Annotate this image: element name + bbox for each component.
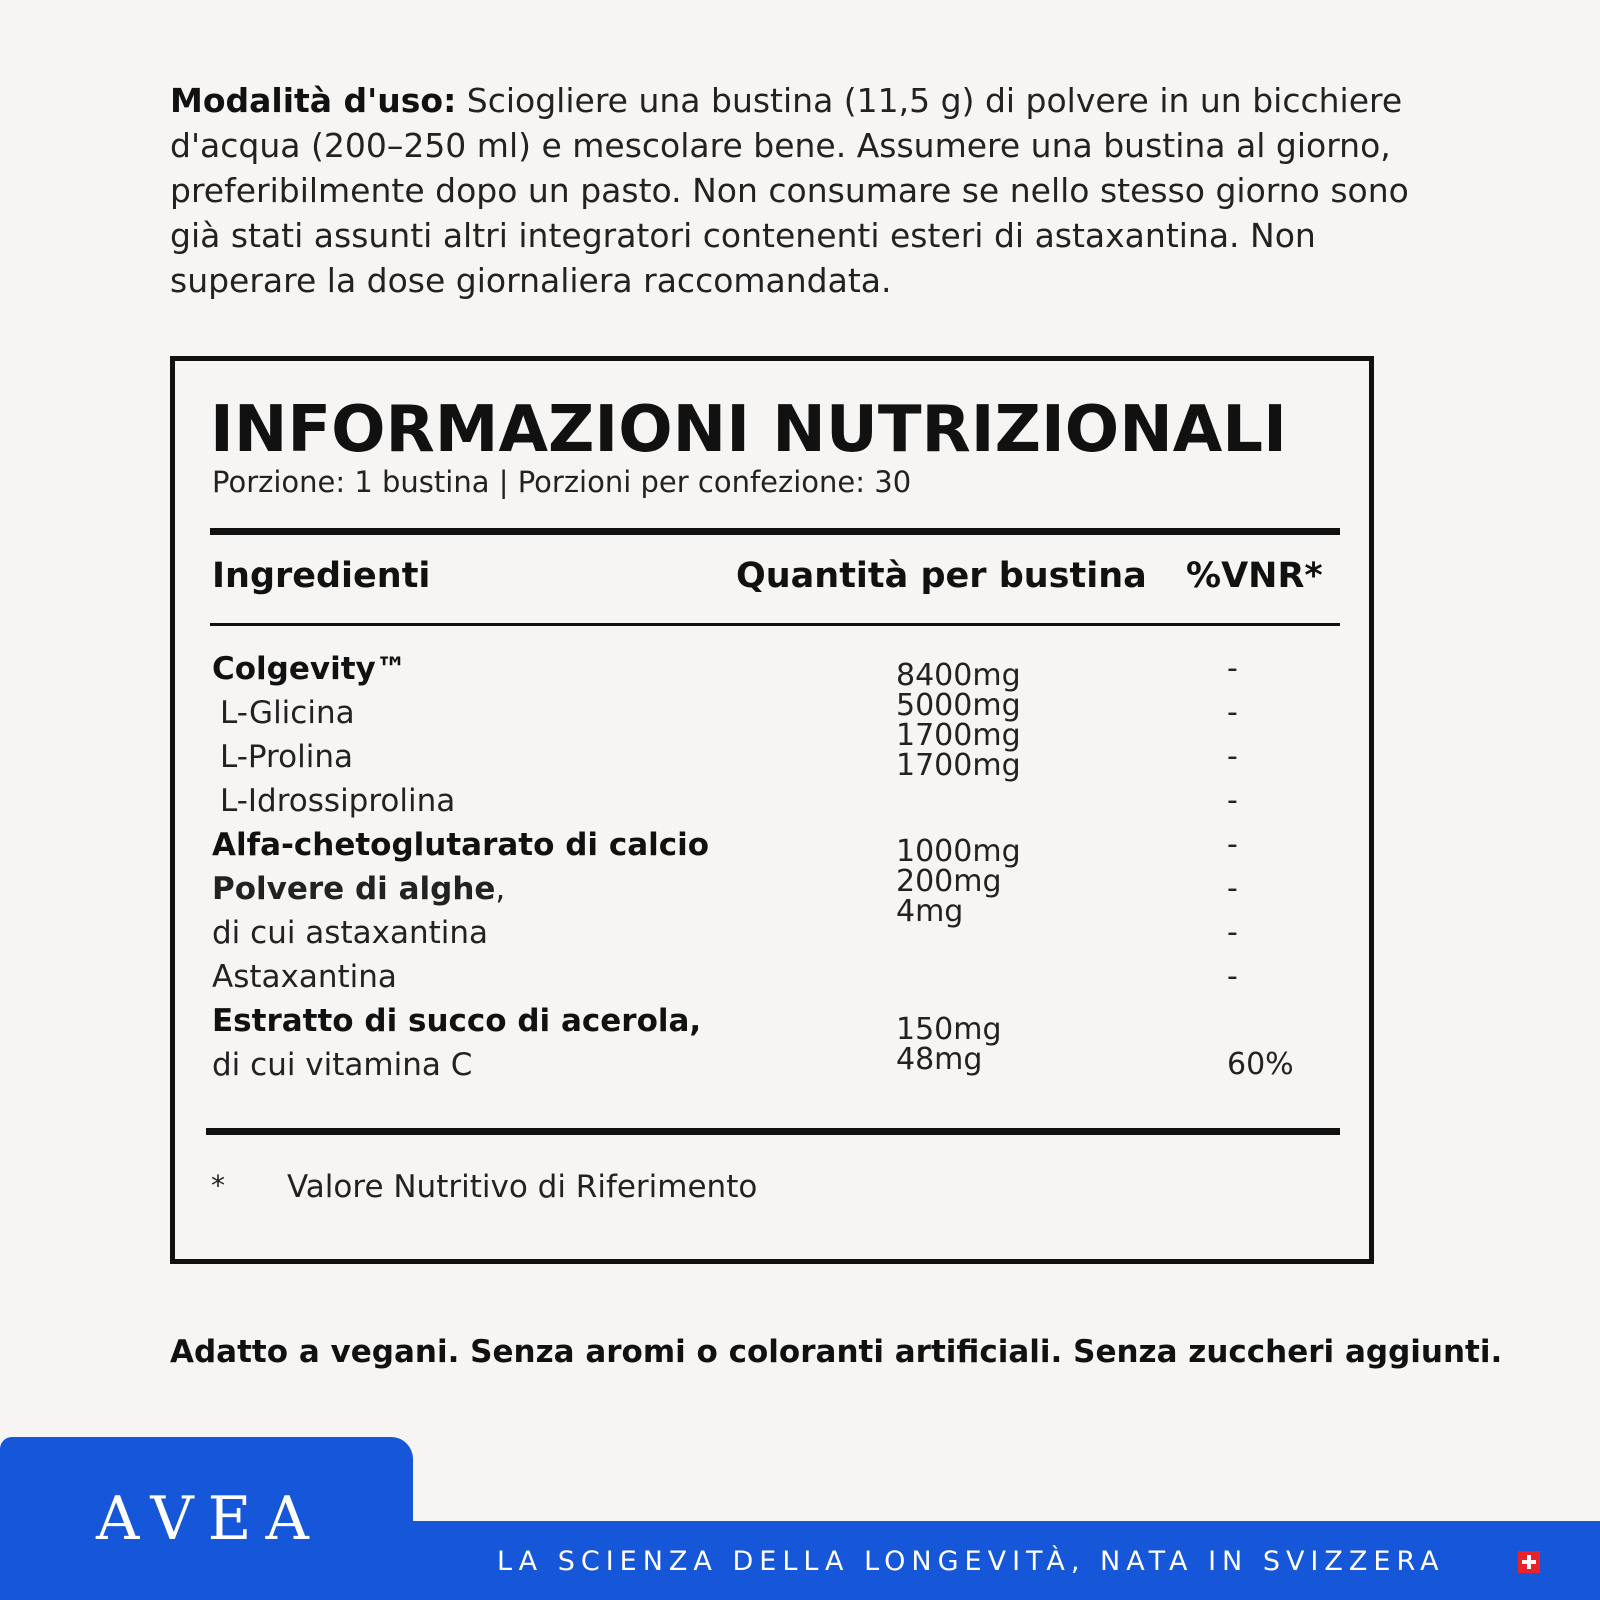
product-claims: Adatto a vegani. Senza aromi o coloranti artificiali. Senza zuccheri aggiunti.: [170, 1334, 1503, 1370]
ingredient-name: Alfa-chetoglutarato di calcio: [212, 827, 710, 863]
usage-instructions: [170, 78, 1420, 303]
ingredient-name: Estratto di succo di acerola,: [212, 1003, 702, 1039]
quantity-value: 200mg: [896, 864, 1002, 899]
vnr-value: -: [1227, 783, 1238, 818]
vnr-value: -: [1227, 827, 1238, 862]
vnr-value: -: [1227, 695, 1238, 730]
ingredient-name: di cui vitamina C: [212, 1047, 473, 1083]
header-quantity: Quantità per bustina: [736, 556, 1147, 596]
ingredient-name: L-Prolina: [220, 739, 353, 775]
ingredient-name: Astaxantina: [212, 959, 397, 995]
quantity-value: 150mg: [896, 1012, 1002, 1047]
quantity-value: 4mg: [896, 894, 964, 929]
ingredient-name-row: [212, 871, 505, 907]
header-vnr: %VNR*: [1186, 556, 1323, 596]
divider-thick: [210, 528, 1340, 535]
usage-text: Sciogliere una bustina (11,5 g) di polvere in un bicchiere d'acqua (200–250 ml) e mescolare bene. Assumere una bustina al giorno, preferibilmente dopo un pasto. Non consumare se nello stesso giorno sono già stati assunti altri integratori contenenti esteri di astaxantina. Non superare la dose giornaliera raccomandata.: [170, 81, 1409, 300]
vnr-value: 60%: [1227, 1047, 1294, 1082]
quantity-value: 8400mg: [896, 658, 1021, 693]
vnr-value: -: [1227, 959, 1238, 994]
ingredient-name: Colgevity™: [212, 651, 407, 687]
footnote-text: Valore Nutritivo di Riferimento: [287, 1169, 758, 1205]
vnr-value: -: [1227, 739, 1238, 774]
nutrition-title: INFORMAZIONI NUTRIZIONALI: [210, 393, 1287, 467]
quantity-value: 5000mg: [896, 688, 1021, 723]
quantity-value: 48mg: [896, 1042, 983, 1077]
divider-thin: [210, 623, 1340, 626]
swiss-flag-icon: [1518, 1551, 1540, 1573]
quantity-value: 1700mg: [896, 718, 1021, 753]
footnote-mark: *: [211, 1169, 225, 1202]
ingredient-name: L-Idrossiprolina: [220, 783, 456, 819]
ingredient-name: di cui astaxantina: [212, 915, 489, 951]
vnr-value: -: [1227, 651, 1238, 686]
serving-info: Porzione: 1 bustina | Porzioni per confezione: 30: [212, 465, 912, 499]
brand-tagline: LA SCIENZA DELLA LONGEVITÀ, NATA IN SVIZZERA: [497, 1546, 1445, 1577]
quantity-value: 1700mg: [896, 748, 1021, 783]
header-ingredients: Ingredienti: [212, 556, 431, 596]
ingredient-suffix: ,: [495, 871, 506, 907]
nutrition-facts-panel: [170, 356, 1374, 1264]
usage-label: Modalità d'uso:: [170, 81, 457, 120]
divider-thick: [206, 1128, 1340, 1135]
vnr-value: -: [1227, 915, 1238, 950]
quantity-value: 1000mg: [896, 834, 1021, 869]
ingredient-name: L-Glicina: [220, 695, 355, 731]
vnr-value: -: [1227, 871, 1238, 906]
brand-logo: AVEA: [96, 1484, 323, 1554]
ingredient-name: Polvere di alghe: [212, 871, 496, 907]
